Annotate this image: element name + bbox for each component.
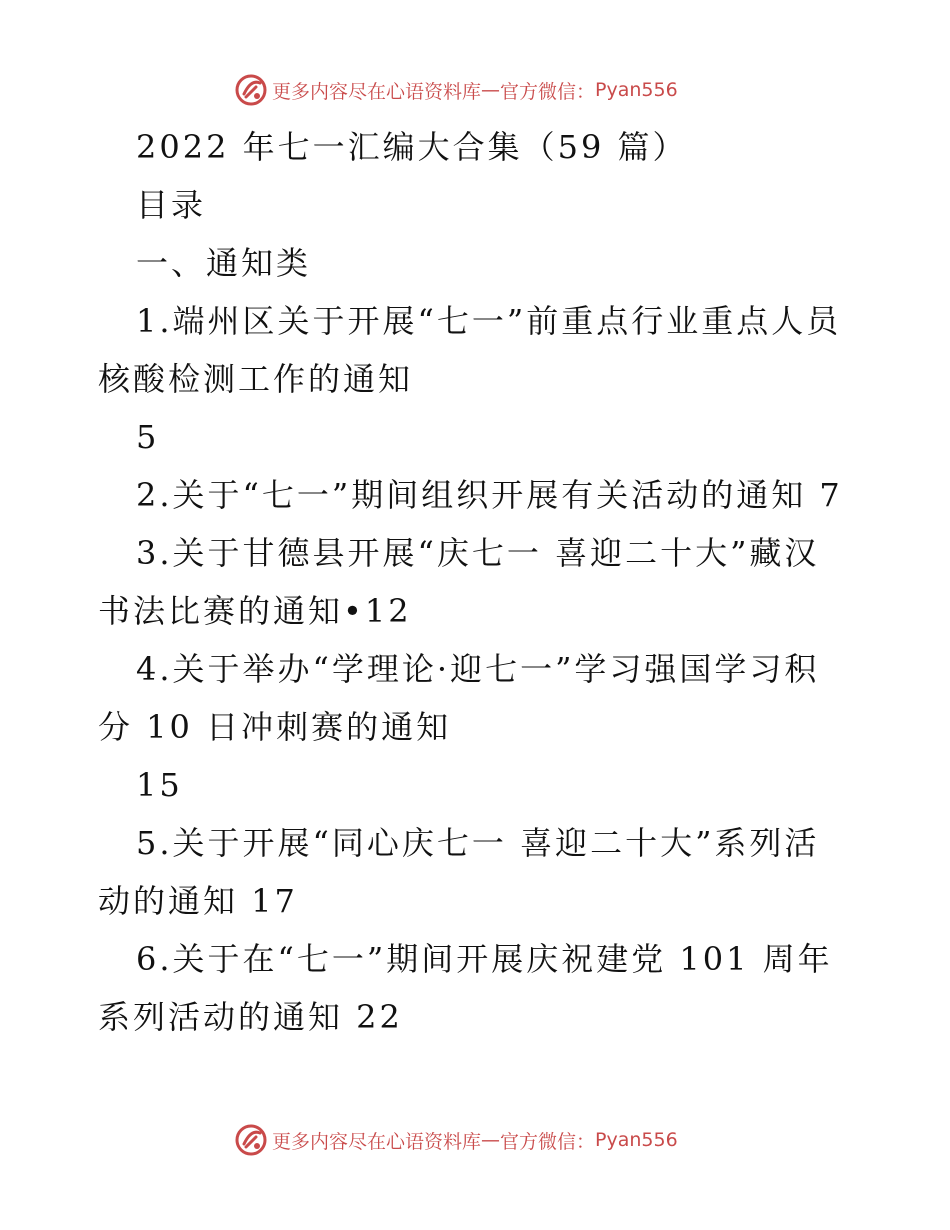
watermark-account: Pyan556: [595, 1129, 678, 1151]
watermark-official: 官方微信：: [500, 1130, 596, 1153]
text-line: 一、通知类: [136, 244, 312, 282]
text-line: 核酸检测工作的通知: [98, 360, 414, 398]
footer-watermark: [234, 1122, 734, 1158]
text-line: 6.关于在“七一”期间开展庆祝建党 101 周年: [136, 940, 833, 978]
text-line: 目录: [136, 186, 207, 224]
logo-icon: [234, 1123, 268, 1157]
text-line: 书法比赛的通知•12: [98, 592, 412, 630]
text-line: 5: [136, 418, 160, 456]
document-body: [98, 118, 858, 1046]
document-title: 2022 年七一汇编大合集（59 篇）: [136, 128, 688, 166]
watermark-account: Pyan556: [595, 79, 678, 101]
header-watermark: [234, 72, 734, 108]
watermark-text: 更多内容尽在心语资料库: [272, 80, 482, 103]
text-line: 4.关于举办“学理论·迎七一”学习强国学习积: [136, 650, 820, 688]
text-line: 2.关于“七一”期间组织开展有关活动的通知 7: [136, 476, 843, 514]
watermark-official: 官方微信：: [500, 80, 596, 103]
text-line: 分 10 日冲刺赛的通知: [98, 708, 452, 746]
watermark-dash: —: [481, 1129, 501, 1151]
logo-icon: [234, 73, 268, 107]
watermark-dash: —: [481, 79, 501, 101]
text-line: 3.关于甘德县开展“庆七一 喜迎二十大”藏汉: [136, 534, 820, 572]
text-line: 15: [136, 766, 183, 804]
text-line: 动的通知 17: [98, 882, 298, 920]
text-line: 5.关于开展“同心庆七一 喜迎二十大”系列活: [136, 824, 820, 862]
text-line: 系列活动的通知 22: [98, 998, 403, 1036]
text-line: 1.端州区关于开展“七一”前重点行业重点人员: [136, 302, 842, 340]
watermark-text: 更多内容尽在心语资料库: [272, 1130, 482, 1153]
